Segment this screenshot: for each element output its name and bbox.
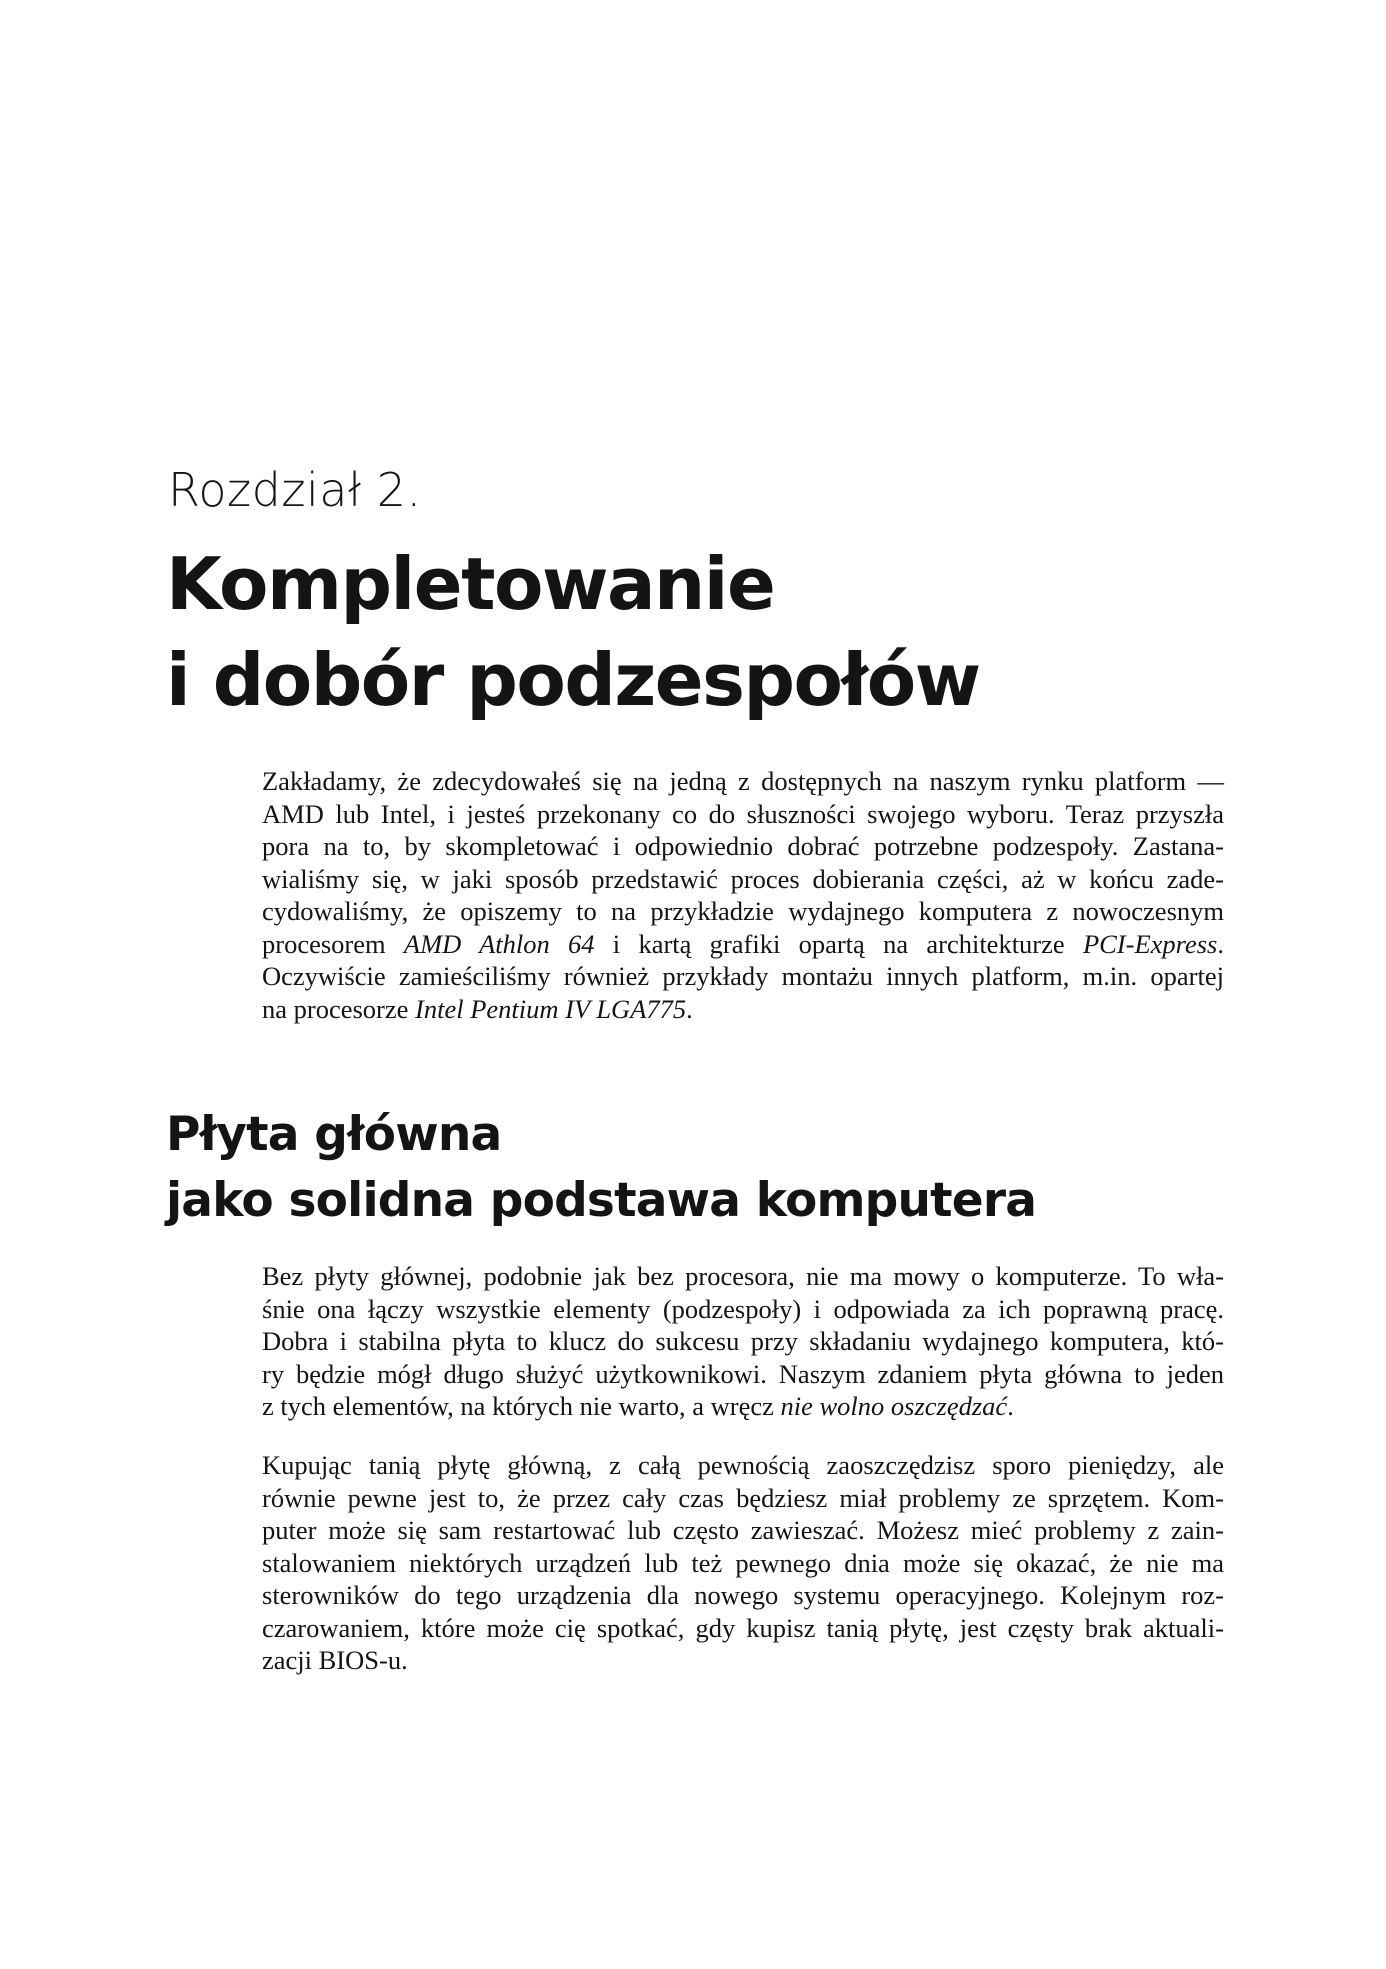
text-line: pora na to, by skompletować i odpowiednio dobrać potrzebne podzespoły. Zastana- [262, 831, 1224, 861]
intro-paragraph [262, 765, 1224, 1025]
text-line [262, 928, 1224, 961]
text-run: procesorem [262, 928, 404, 959]
text-line [262, 993, 1224, 1026]
text-run: z tych elementów, na których nie warto, a wręcz [262, 1391, 781, 1421]
text-line: Oczywiście zamieściliśmy również przykłady montażu innych platform, m.in. opartej [262, 961, 1224, 991]
text-run: . [1007, 1391, 1014, 1421]
text-run: na procesorze [262, 993, 416, 1024]
text-line: ry będzie mógł długo służyć użytkownikowi. Naszym zdaniem płyta główna to jeden [262, 1358, 1224, 1389]
text-run: . [686, 993, 693, 1024]
text-line: Kupując tanią płytę główną, z całą pewnością zaoszczędzisz sporo pieniędzy, ale [262, 1450, 1224, 1480]
text-line: czarowaniem, które może cię spotkać, gdy kupisz tanią płytę, jest częsty brak aktuali- [262, 1612, 1224, 1643]
text-line: stalowaniem niektórych urządzeń lub też pewnego dnia może się okazać, że nie ma [262, 1547, 1224, 1578]
chapter-title-line: Kompletowanie [166, 542, 775, 626]
text-run: . [1217, 928, 1224, 959]
text-line: AMD lub Intel, i jesteś przekonany co do słuszności swojego wyboru. Teraz przyszła [262, 798, 1224, 829]
text-line: Bez płyty głównej, podobnie jak bez procesora, nie ma mowy o komputerze. To wła- [262, 1261, 1224, 1291]
emphasis-technology-name: PCI-Express [1082, 928, 1218, 959]
section-title-line: jako solidna podstawa komputera [166, 1173, 1037, 1228]
emphasis-phrase: nie wolno oszczędzać [780, 1391, 1008, 1421]
text-line: cydowaliśmy, że opiszemy to na przykładzie wydajnego komputera z nowoczesnym [262, 896, 1224, 926]
text-line: puter może się sam restartować lub często zawieszać. Możesz mieć problemy z zain- [262, 1515, 1224, 1545]
emphasis-product-name: Intel Pentium IV LGA775 [415, 993, 687, 1024]
text-line: równie pewne jest to, że przez cały czas będziesz miał problemy ze sprzętem. Kom- [262, 1482, 1224, 1513]
text-line: sterowników do tego urządzenia dla nowego systemu operacyjnego. Kolejnym roz- [262, 1580, 1224, 1610]
text-line: zacji BIOS-u. [262, 1645, 408, 1675]
text-line: Dobra i stabilna płyta to klucz do sukcesu przy składaniu wydajnego komputera, któ- [262, 1326, 1224, 1356]
body-paragraph [262, 1449, 1224, 1677]
text-line: wialiśmy się, w jaki sposób przedstawić proces dobierania części, aż w końcu zade- [262, 863, 1224, 894]
text-line: śnie ona łączy wszystkie elementy (podzespoły) i odpowiada za ich poprawną pracę. [262, 1293, 1224, 1324]
chapter-title-line: i dobór podzespołów [166, 638, 980, 722]
text-line [262, 1390, 1224, 1423]
text-line: Zakładamy, że zdecydowałeś się na jedną z dostępnych na naszym rynku platform — [262, 766, 1224, 796]
body-paragraph [262, 1260, 1224, 1423]
section-title [166, 1102, 1036, 1234]
text-run: i kartą grafiki opartą na architekturze [594, 928, 1083, 959]
section-title-line: Płyta główna [166, 1107, 502, 1162]
emphasis-product-name: AMD Athlon 64 [403, 928, 595, 959]
chapter-title [166, 536, 980, 728]
chapter-label: Rozdział 2. [168, 463, 422, 517]
